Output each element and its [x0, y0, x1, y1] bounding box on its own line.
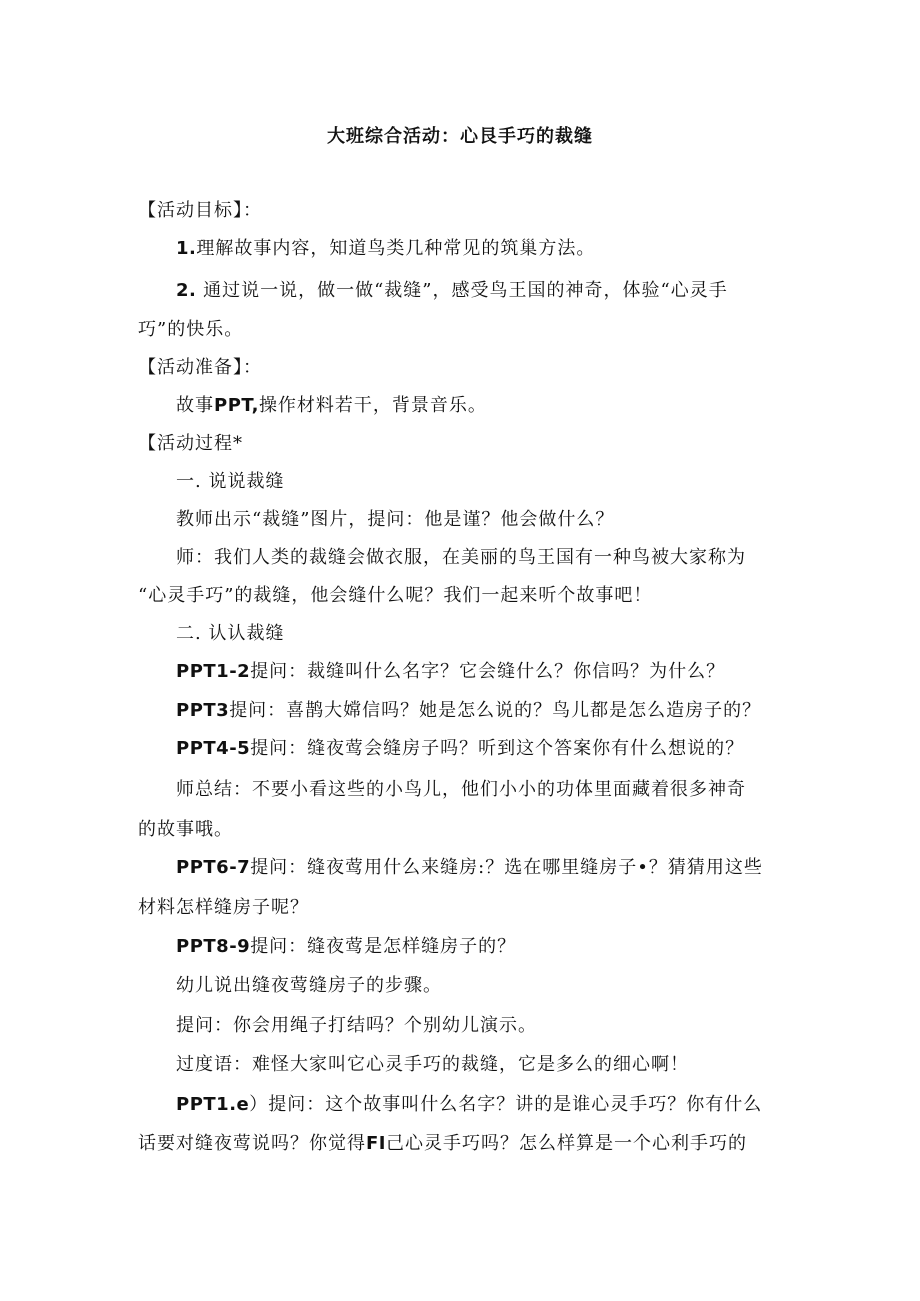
prep-prefix: 故事	[176, 395, 214, 416]
question-ppt8-9	[176, 935, 516, 959]
section-1-paragraph-1: 教师出示“裁缝”图片，提问：他是谨？他会做什么？	[176, 509, 615, 530]
question-text-suffix: 己心灵手巧吗？怎么样算是一个心利手巧的	[386, 1133, 747, 1154]
question-ppt1-2	[176, 660, 725, 684]
question-text: ）提问：这个故事叫什么名字？讲的是谁心灵手巧？你有什么	[249, 1094, 763, 1115]
question-ppt4-5	[176, 737, 744, 761]
question-code: PPT1.e	[176, 1094, 250, 1115]
goal-1-number: 1.	[176, 238, 197, 259]
summary-line-2: 的故事哦。	[138, 819, 233, 840]
question-inline-code: FI	[366, 1133, 386, 1154]
goal-2-line-2: 巧”的快乐。	[138, 319, 244, 340]
goal-1-text: 理解故事内容，知道鸟类几种常见的筑巢方法。	[196, 238, 596, 259]
question-ppt6-7-line-2: 材料怎样缝房子呢？	[138, 897, 309, 918]
question-ppt6-7-line-1	[176, 856, 763, 880]
paragraph-knot: 提问：你会用绳子打结吗？个别幼儿演示。	[176, 1015, 537, 1036]
goal-2-line-1	[176, 279, 728, 303]
goal-1	[176, 237, 595, 261]
question-ppt1e-line-1	[176, 1093, 762, 1117]
section-1-paragraph-2-line-2: “心灵手巧”的裁缝，他会缝什么呢？我们一起来听个故事吧！	[138, 585, 653, 606]
question-ppt3	[176, 699, 761, 723]
question-code: PPT3	[176, 700, 230, 721]
question-code: PPT1-2	[176, 661, 251, 682]
question-code: PPT8-9	[176, 936, 251, 957]
section-1-paragraph-2-line-1: 师：我们人类的裁缝会做衣服，在美丽的鸟王国有一种鸟被大家称为	[176, 547, 746, 568]
question-text: 提问：缝夜莺是怎样缝房子的？	[250, 936, 517, 957]
question-code: PPT4-5	[176, 738, 251, 759]
question-text: 提问：喜鹊大嫦信吗？她是怎么说的？鸟儿都是怎么造房子的？	[229, 700, 762, 721]
paragraph-transition: 过度语：难怪大家叫它心灵手巧的裁缝，它是多么的细心啊！	[176, 1054, 689, 1075]
question-text: 提问：裁缝叫什么名字？它会缝什么？你信吗？为什么？	[250, 661, 726, 682]
prep-line	[176, 394, 487, 418]
question-text: 提问：缝夜莺用什么来缝房:？选在哪里缝房子•？猜猜用这些	[250, 857, 763, 878]
goal-2-text: 通过说一说，做一做“裁缝”，感受鸟王国的神奇，体验“心灵手	[203, 280, 728, 301]
question-text-prefix: 话要对缝夜莺说吗？你觉得	[138, 1133, 366, 1154]
prep-heading: 【活动准备】：	[138, 357, 262, 378]
question-text: 提问：缝夜莺会缝房子吗？听到这个答案你有什么想说的？	[250, 738, 745, 759]
paragraph-steps: 幼儿说出缝夜莺缝房子的步骤。	[176, 975, 442, 996]
goals-heading: 【活动目标】：	[138, 200, 262, 221]
prep-code: PPT,	[214, 395, 259, 416]
question-ppt1e-line-2	[138, 1132, 747, 1156]
section-2-heading: 二. 认认裁缝	[176, 623, 285, 644]
question-code: PPT6-7	[176, 857, 251, 878]
process-heading: 【活动过程*	[138, 433, 243, 454]
goal-2-number: 2.	[176, 280, 197, 301]
prep-text: 操作材料若干，背景音乐。	[258, 395, 487, 416]
section-1-heading: 一. 说说裁缝	[176, 471, 285, 492]
summary-line-1: 师总结：不要小看这些的小鸟儿，他们小小的功体里面藏着很多神奇	[176, 779, 746, 800]
page-title: 大班综合活动：心艮手巧的裁缝	[327, 126, 593, 147]
